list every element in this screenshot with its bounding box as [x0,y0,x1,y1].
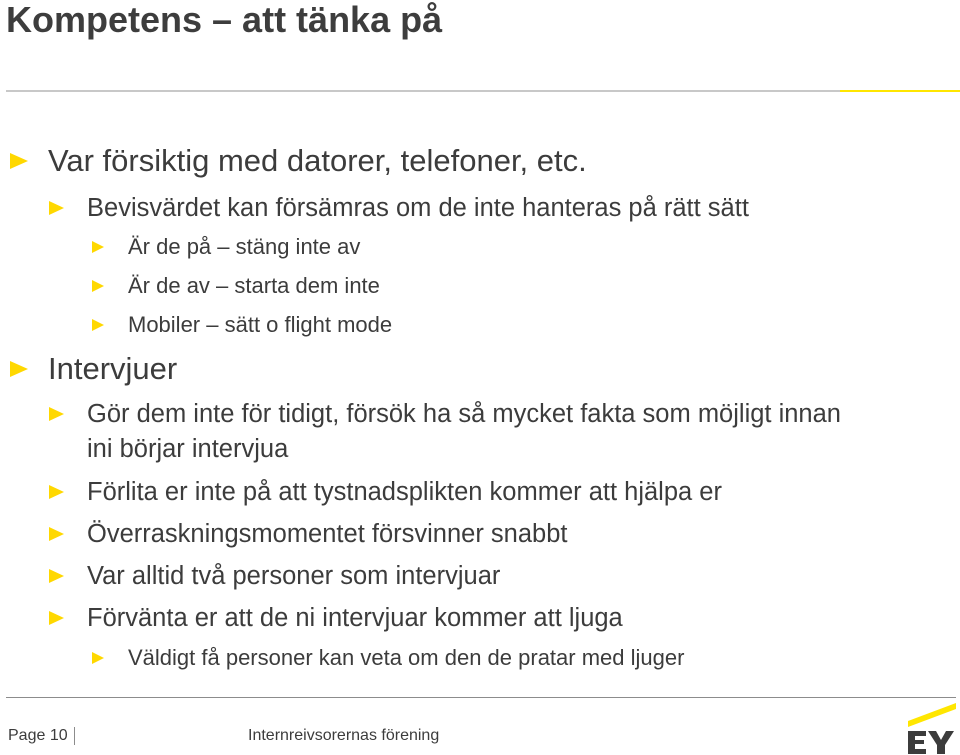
triangle-right-icon [49,407,64,421]
bullet-item [87,477,722,507]
bullet-continuation [87,434,288,464]
bullet-item [87,519,567,549]
bullet-item [87,603,623,633]
bullet-text: Mobiler – sätt o flight mode [128,312,393,337]
triangle-right-icon [92,241,104,253]
bullet-text: Är de av – starta dem inte [128,273,380,298]
bullet-item [128,645,684,671]
bullet-item [128,312,392,338]
triangle-right-icon [92,652,104,664]
triangle-right-icon [49,485,64,499]
page-number [8,727,81,745]
bullet-item [48,352,177,386]
bullet-text: Förlita er inte på att tystnadsplikten kommer att hjälpa er [87,478,722,506]
bullet-text: Intervjuer [48,351,178,386]
ey-logo [906,703,958,755]
organization-name: Internreivsorernas förening [248,727,440,744]
bullet-item [48,144,587,178]
page-label: Page 10 [8,727,68,744]
triangle-right-icon [49,527,64,541]
slide-title: Kompetens – att tänka på [6,0,443,40]
bullet-text: Överraskningsmomentet försvinner snabbt [87,520,568,548]
triangle-right-icon [49,569,64,583]
bullet-text: ini börjar intervjua [87,435,289,463]
ey-logo-e [908,731,926,754]
bullet-text: Väldigt få personer kan veta om den de pratar med ljuger [128,645,685,670]
footer-divider [6,697,956,698]
ey-logo-y [928,731,954,754]
bullet-item [87,561,500,591]
bullet-text: Bevisvärdet kan försämras om de inte hanteras på rätt sätt [87,194,749,222]
bullet-item [128,273,380,299]
bullet-text: Är de på – stäng inte av [128,234,361,259]
triangle-right-icon [92,319,104,331]
triangle-right-icon [49,201,64,215]
bullet-item [87,399,841,429]
title-divider [6,90,960,92]
footer-separator [74,727,75,745]
triangle-right-icon [10,361,28,377]
bullet-text: Gör dem inte för tidigt, försök ha så mycket fakta som möjligt innan [87,400,841,428]
bullet-text: Var alltid två personer som intervjuar [87,562,501,590]
triangle-right-icon [10,153,28,169]
bullet-item [87,193,749,223]
triangle-right-icon [92,280,104,292]
bullet-text: Var försiktig med datorer, telefoner, etc. [48,143,587,178]
bullet-text: Förvänta er att de ni intervjuar kommer att ljuga [87,604,623,632]
title-divider-accent [840,90,960,92]
triangle-right-icon [49,611,64,625]
bullet-item [128,234,360,260]
ey-logo-beam [908,703,956,727]
